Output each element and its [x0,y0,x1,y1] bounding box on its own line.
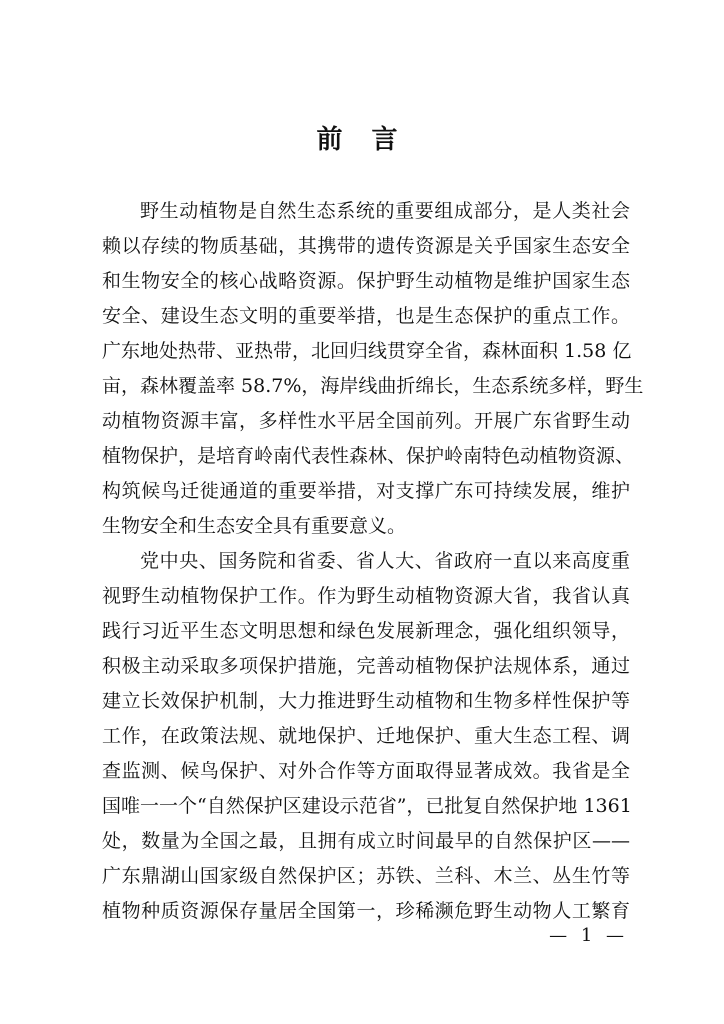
paragraph-line: 植物种质资源保存量居全国第一，珍稀濒危野生动物人工繁育 [102,900,630,922]
paragraph-line: 践行习近平生态文明思想和绿色发展新理念，强化组织领导， [102,620,630,642]
paragraph-line: 视野生动植物保护工作。作为野生动植物资源大省，我省认真 [102,585,630,607]
paragraph-line: 动植物资源丰富，多样性水平居全国前列。开展广东省野生动 [102,410,630,432]
document-body [102,194,644,929]
paragraph-line: 建立长效保护机制，大力推进野生动植物和生物多样性保护等 [102,690,630,712]
page-title: 前 言 [316,125,408,155]
paragraph-line: 安全、建设生态文明的重要举措，也是生态保护的重点工作。 [102,305,630,327]
paragraph-line: 党中央、国务院和省委、省人大、省政府一直以来高度重 [140,550,630,572]
paragraph-line: 查监测、候鸟保护、对外合作等方面取得显著成效。我省是全 [102,760,630,782]
paragraph-line: 赖以存续的物质基础，其携带的遗传资源是关乎国家生态安全 [102,235,630,257]
paragraph-line: 构筑候鸟迁徙通道的重要举措，对支撑广东可持续发展，维护 [102,480,630,502]
paragraph-line: 国唯一一个“自然保护区建设示范省”，已批复自然保护地 1361 [102,795,632,817]
paragraph-line: 广东鼎湖山国家级自然保护区；苏铁、兰科、木兰、丛生竹等 [102,865,630,887]
paragraph-2 [102,544,630,929]
paragraph-line: 工作，在政策法规、就地保护、迁地保护、重大生态工程、调 [102,725,630,747]
paragraph-line: 生物安全和生态安全具有重要意义。 [102,515,407,537]
paragraph-line: 广东地处热带、亚热带，北回归线贯穿全省，森林面积 1.58 亿 [102,340,632,362]
paragraph-line: 处，数量为全国之最，且拥有成立时间最早的自然保护区—— [102,830,630,852]
paragraph-1 [102,194,644,544]
paragraph-line: 亩，森林覆盖率 58.7%，海岸线曲折绵长，生态系统多样，野生 [102,375,644,397]
paragraph-line: 和生物安全的核心战略资源。保护野生动植物是维护国家生态 [102,270,630,292]
page-number: — 1 — [549,925,628,946]
paragraph-line: 野生动植物是自然生态系统的重要组成部分，是人类社会 [140,200,630,222]
paragraph-line: 植物保护，是培育岭南代表性森林、保护岭南特色动植物资源、 [102,445,635,467]
paragraph-line: 积极主动采取多项保护措施，完善动植物保护法规体系，通过 [102,655,630,677]
